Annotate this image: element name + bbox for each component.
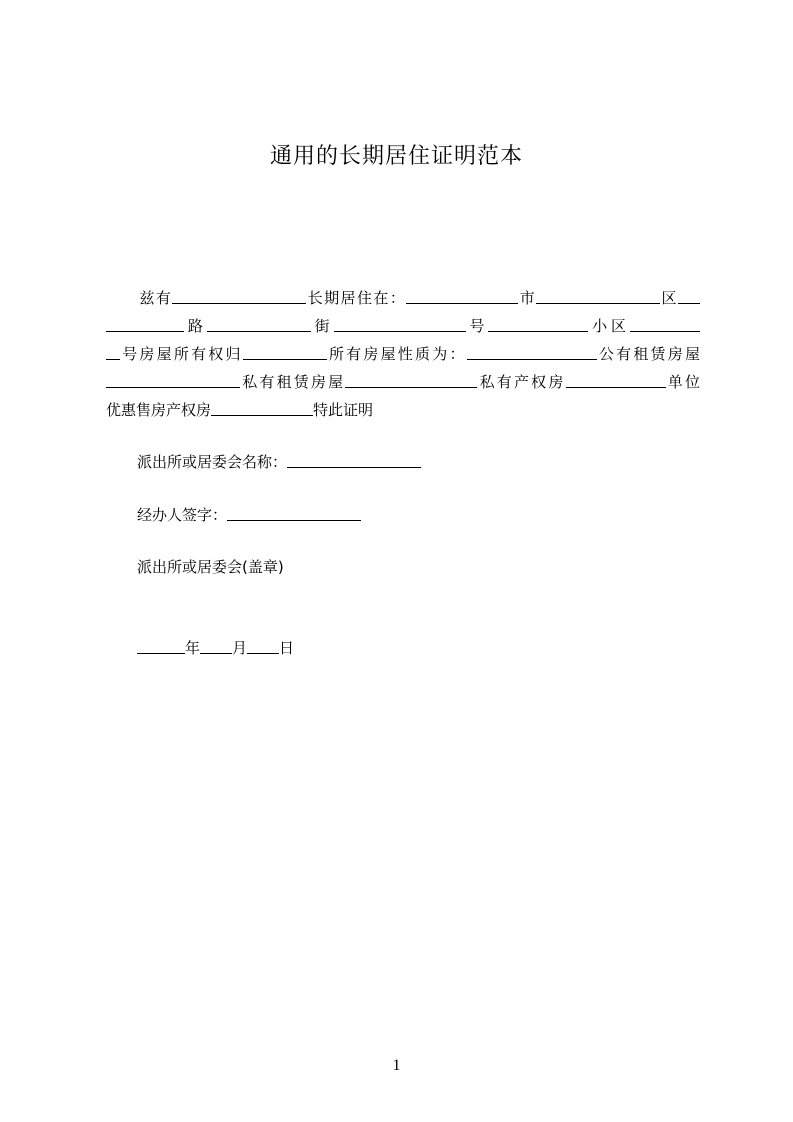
private-rental-blank[interactable] (345, 386, 477, 388)
handler-signature-label: 经办人签字： (137, 506, 228, 524)
year-label: 年 (185, 639, 201, 657)
seal-label: 派出所或居委会(盖章) (137, 558, 284, 576)
number-blank[interactable] (488, 330, 588, 332)
month-blank[interactable] (200, 652, 232, 654)
body-text: 私有租赁房屋 (240, 373, 346, 391)
road-blank[interactable] (207, 330, 311, 332)
body-text: 兹有 (138, 289, 173, 307)
police-station-field (137, 450, 421, 474)
body-line-3 (106, 340, 700, 368)
day-blank[interactable] (247, 652, 279, 654)
police-station-blank[interactable] (287, 466, 421, 468)
body-line-1 (106, 284, 700, 312)
body-text: 号房屋所有权归 (120, 345, 243, 363)
body-line-4 (106, 368, 700, 396)
page-number: 1 (392, 1057, 401, 1074)
street-blank[interactable] (334, 330, 466, 332)
body-text: 长期居住在： (306, 289, 407, 307)
handler-signature-blank[interactable] (227, 519, 361, 521)
public-rental-blank[interactable] (106, 386, 240, 388)
page-title: 通用的长期居住证明范本 (269, 144, 523, 169)
body-text: 街 (310, 317, 334, 335)
body-text: 特此证明 (313, 401, 374, 419)
district-blank-cont[interactable] (106, 330, 184, 332)
month-label: 月 (232, 639, 248, 657)
police-station-label: 派出所或居委会名称： (137, 453, 288, 471)
owner-blank[interactable] (243, 358, 327, 360)
date-field (137, 636, 294, 660)
body-line-5 (106, 396, 700, 424)
handler-signature-field (137, 503, 361, 527)
body-text: 区 (660, 289, 678, 307)
property-type-blank[interactable] (467, 358, 597, 360)
year-blank[interactable] (137, 652, 185, 654)
certificate-body (106, 284, 700, 424)
seal-field (137, 555, 284, 579)
body-text: 私有产权房 (477, 373, 566, 391)
district-blank[interactable] (678, 302, 700, 304)
private-property-blank[interactable] (566, 386, 666, 388)
body-line-2 (106, 312, 700, 340)
body-text: 公有租赁房屋 (596, 345, 700, 363)
body-text: 小区 (588, 317, 630, 335)
day-label: 日 (279, 639, 295, 657)
body-text: 优惠售房产权房 (106, 401, 212, 419)
city-blank[interactable] (536, 302, 660, 304)
body-text: 市 (518, 289, 537, 307)
community-blank[interactable] (630, 330, 700, 332)
body-text: 号 (465, 317, 489, 335)
name-blank[interactable] (172, 302, 306, 304)
address-blank[interactable] (406, 302, 518, 304)
body-text: 路 (184, 317, 207, 335)
community-blank-cont[interactable] (106, 358, 120, 360)
body-text: 单位 (665, 373, 700, 391)
body-text: 所有房屋性质为： (326, 345, 467, 363)
discount-property-blank[interactable] (211, 414, 313, 416)
